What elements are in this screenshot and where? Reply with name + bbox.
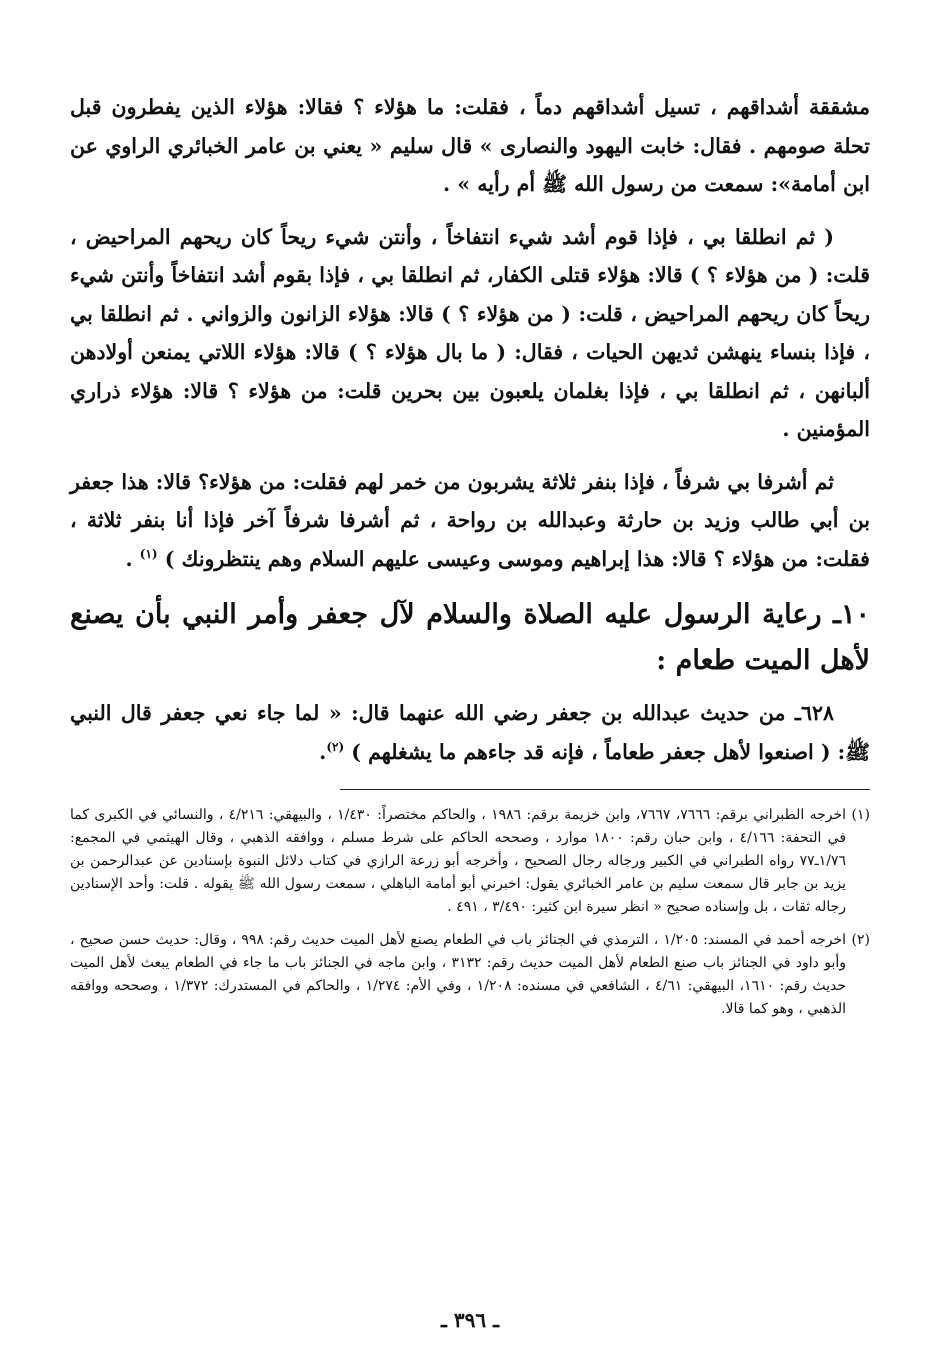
footnote-1 (70, 804, 870, 919)
footnote-divider (340, 789, 870, 790)
paragraph-4-end: . (319, 739, 327, 764)
paragraph-4 (70, 694, 870, 771)
paragraph-1: مشققة أشداقهم ، تسيل أشداقهم دماً ، فقلت: ما هؤلاء ؟ فقالا: هؤلاء الذين يفطرون قبل تحلة صومهم . فقال: خابت اليهود والنصارى » قال سليم « يعني بن عامر الخبائري الراوي عن ابن أمامة»: سمعت من رسول الله ﷺ أم رأيه » . (70, 95, 870, 196)
footnote-1-number: (١) (851, 807, 870, 823)
footnote-2-text: اخرجه أحمد في المسند: ١/٢٠٥ ، الترمذي في الجنائز باب في الطعام يصنع لأهل الميت حديث رقم: ٩٩٨ ، وقال: حديث حسن صحيح ، وأبو داود في الجنائز باب صنع الطعام لأهل الميت حديث رقم: ٣١٣٢ ، وابن ماجه في الجنائز باب ما جاء في الطعام يبعث لأهل الميت حديث رقم: ١٦١٠، البيهقي: ٤/٦١ ، الشافعي في مسنده: ١/٢٠٨ ، وفي الأم: ١/٢٧٤ ، والحاكم في المستدرك: ١/٣٧٢ ، وصححه ووافقه الذهبي ، وهو كما قالا. (70, 932, 847, 1017)
paragraph-2: ( ثم انطلقا بي ، فإذا قوم أشد شيء انتفاخاً ، وأنتن شيء ريحاً كان ريحهم المراحيض ، قلت: ( من هؤلاء ؟ ) قالا: هؤلاء قتلى الكفار، ثم انطلقا بي ، فإذا بقوم أشد انتفاخاً وأنتن شيء ريحاً كان ريحهم المراحيض ، قلت: ( من هؤلاء ؟ ) قالا: هؤلاء الزانون والزواني . ثم انطلقا بي ، فإذا بنساء ينهشن ثديهن الحيات ، فقال: ( ما بال هؤلاء ؟ ) قالا: هؤلاء اللاتي يمنعن أولادهن ألبانهن ، ثم انطلقا بي ، فإذا بغلمان يلعبون بين بحرين قلت: من هؤلاء ؟ قالا: هؤلاء ذراري المؤمنين . (70, 224, 870, 441)
footnote-ref-2[interactable]: (٢) (326, 739, 345, 754)
paragraph-4-text: ٦٢٨ـ من حديث عبدالله بن جعفر رضي الله عنهما قال: « لما جاء نعي جعفر قال النبي ﷺ: ( اصنعوا لأهل جعفر طعاماً ، فإنه قد جاءهم ما يشغلهم ) (70, 701, 870, 764)
paragraph-3-text: ثم أشرفا بي شرفاً ، فإذا بنفر ثلاثة يشربون من خمر لهم فقلت: من هؤلاء؟ قالا: هذا جعفر بن أبي طالب وزيد بن حارثة وعبدالله بن رواحة ، ثم أشرفا شرفاً آخر فإذا أنا بنفر ثلاثة ، فقلت: من هؤلاء ؟ قالا: هذا إبراهيم وموسى وعيسى عليهم السلام وهم ينتظرونك ) (69, 469, 870, 571)
section-heading: ١٠ـ رعاية الرسول عليه الصلاة والسلام لآل جعفر وأمر النبي بأن يصنع لأهل الميت طعام : (70, 599, 870, 676)
paragraph-3-end: . (125, 546, 140, 571)
footnote-1-text: اخرجه الطبراني برقم: ٧٦٦٦، ٧٦٦٧، وابن خزيمة برقم: ١٩٨٦ ، والحاكم مختصراً: ١/٤٣٠ ، والبيهقي: ٤/٢١٦ ، والنسائي في الكبرى كما في التحفة: ٤/١٦٦ ، وابن حبان رقم: ١٨٠٠ موارد ، وصححه الحاكم على شرط مسلم ، ووافقه الذهبي ، وقال الهيثمي في المجمع: ١/٧٦ـ٧٧ رواه الطبراني في الكبير ورجاله رجال الصحيح ، وأخرجه أبو زرعة الرازي في كتاب دلائل النبوة بإسنادين عن عبدالرحمن بن يزيد بن جابر قال سمعت سليم بن عامر الخبائري يقول: اخبرني أبو أمامة الباهلي ، سمعت رسول الله ﷺ يقوله . قلت: وأحد الإسنادين رجاله ثقات ، بل وإسناده صحيح « انظر سيرة ابن كثير: ٣/٤٩٠ ، ٤٩١ . (70, 807, 847, 915)
page-body (70, 88, 870, 1031)
footnote-2-number: (٢) (851, 932, 870, 948)
footnote-ref-1[interactable]: (١) (139, 546, 158, 561)
footnote-2 (70, 929, 870, 1021)
paragraph-3 (70, 463, 870, 579)
page-number: ـ ٣٩٦ ـ (441, 1308, 499, 1332)
